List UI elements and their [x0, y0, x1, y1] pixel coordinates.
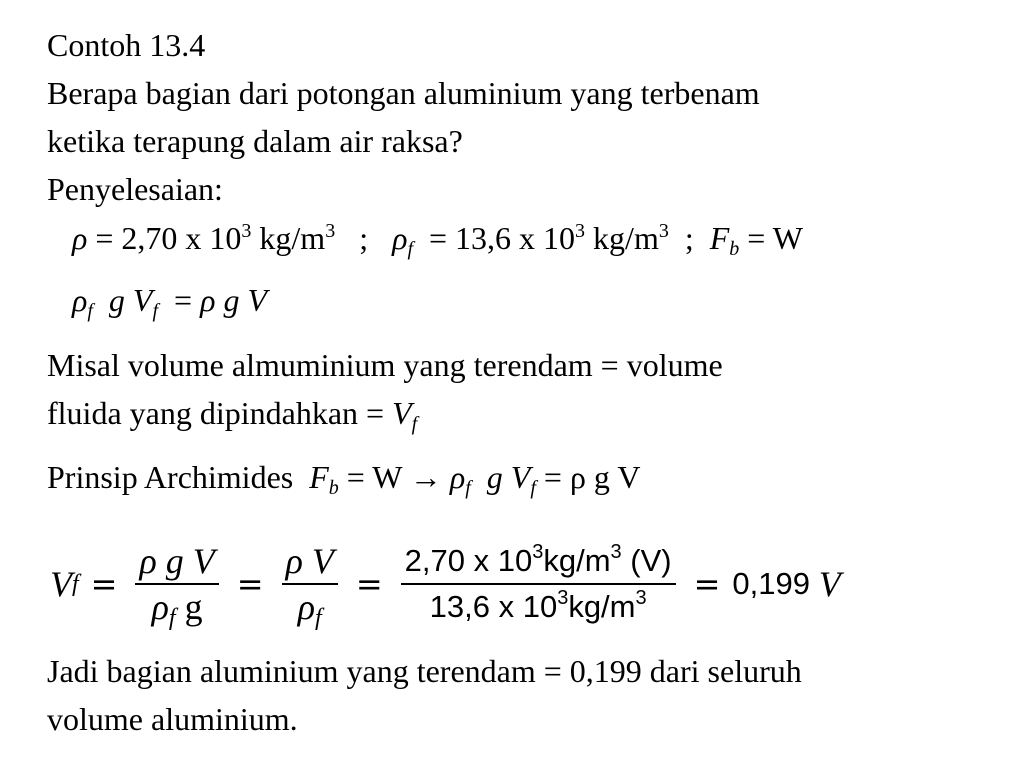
question-line-1: Berapa bagian dari potongan aluminium yang terbenam: [47, 75, 760, 111]
archimedes-principle: Prinsip Archimides $F_b = W \to \rho_f$ g $V_f = \rho$ g V: [47, 459, 641, 499]
buoyancy-balance: $\rho_f$ g $V_f = \rho$ g V: [72, 282, 267, 322]
arrow-icon: →: [409, 459, 442, 495]
conclusion-line-1: Jadi bagian aluminium yang terendam = 0,199 dari seluruh: [47, 653, 802, 689]
example-title: Contoh 13.4: [47, 27, 206, 63]
assumption-line-1: Misal volume almuminium yang terendam = volume: [47, 347, 723, 383]
fraction-1: $\frac{\text{ρ g V}}{\rho_f g}$: [135, 539, 218, 630]
volume-equation: V f = $\frac{\text{ρ g V}}{\rho_f g}$ = $\frac{\text{ρ V}}{\rho_f}$ = $\frac{2,70 x 10^3kg/m^3 (V)}{13,6 x 10^3kg/m^3}$ = 0,199 V: [50, 540, 841, 631]
given-values: ρ = 2,70 x $10^3$ $kg/m^3$ ; $\rho_f = 13,6$ x $10^3$ $kg/m^3$ ; $F_b = W$: [72, 220, 803, 260]
result-value: 0,199: [732, 566, 810, 601]
fraction-2: $\frac{\text{ρ V}}{\rho_f}$: [282, 539, 338, 630]
solution-heading: Penyelesaian:: [47, 171, 223, 207]
assumption-line-2: fluida yang dipindahkan = $V_f$: [47, 395, 418, 435]
fraction-3: $\frac{2,70 x 10^3kg/m^3 (V)}{13,6 x 10^3kg/m^3}$: [401, 539, 676, 629]
question-line-2: ketika terapung dalam air raksa?: [47, 123, 463, 159]
conclusion-line-2: volume aluminium.: [47, 701, 298, 737]
